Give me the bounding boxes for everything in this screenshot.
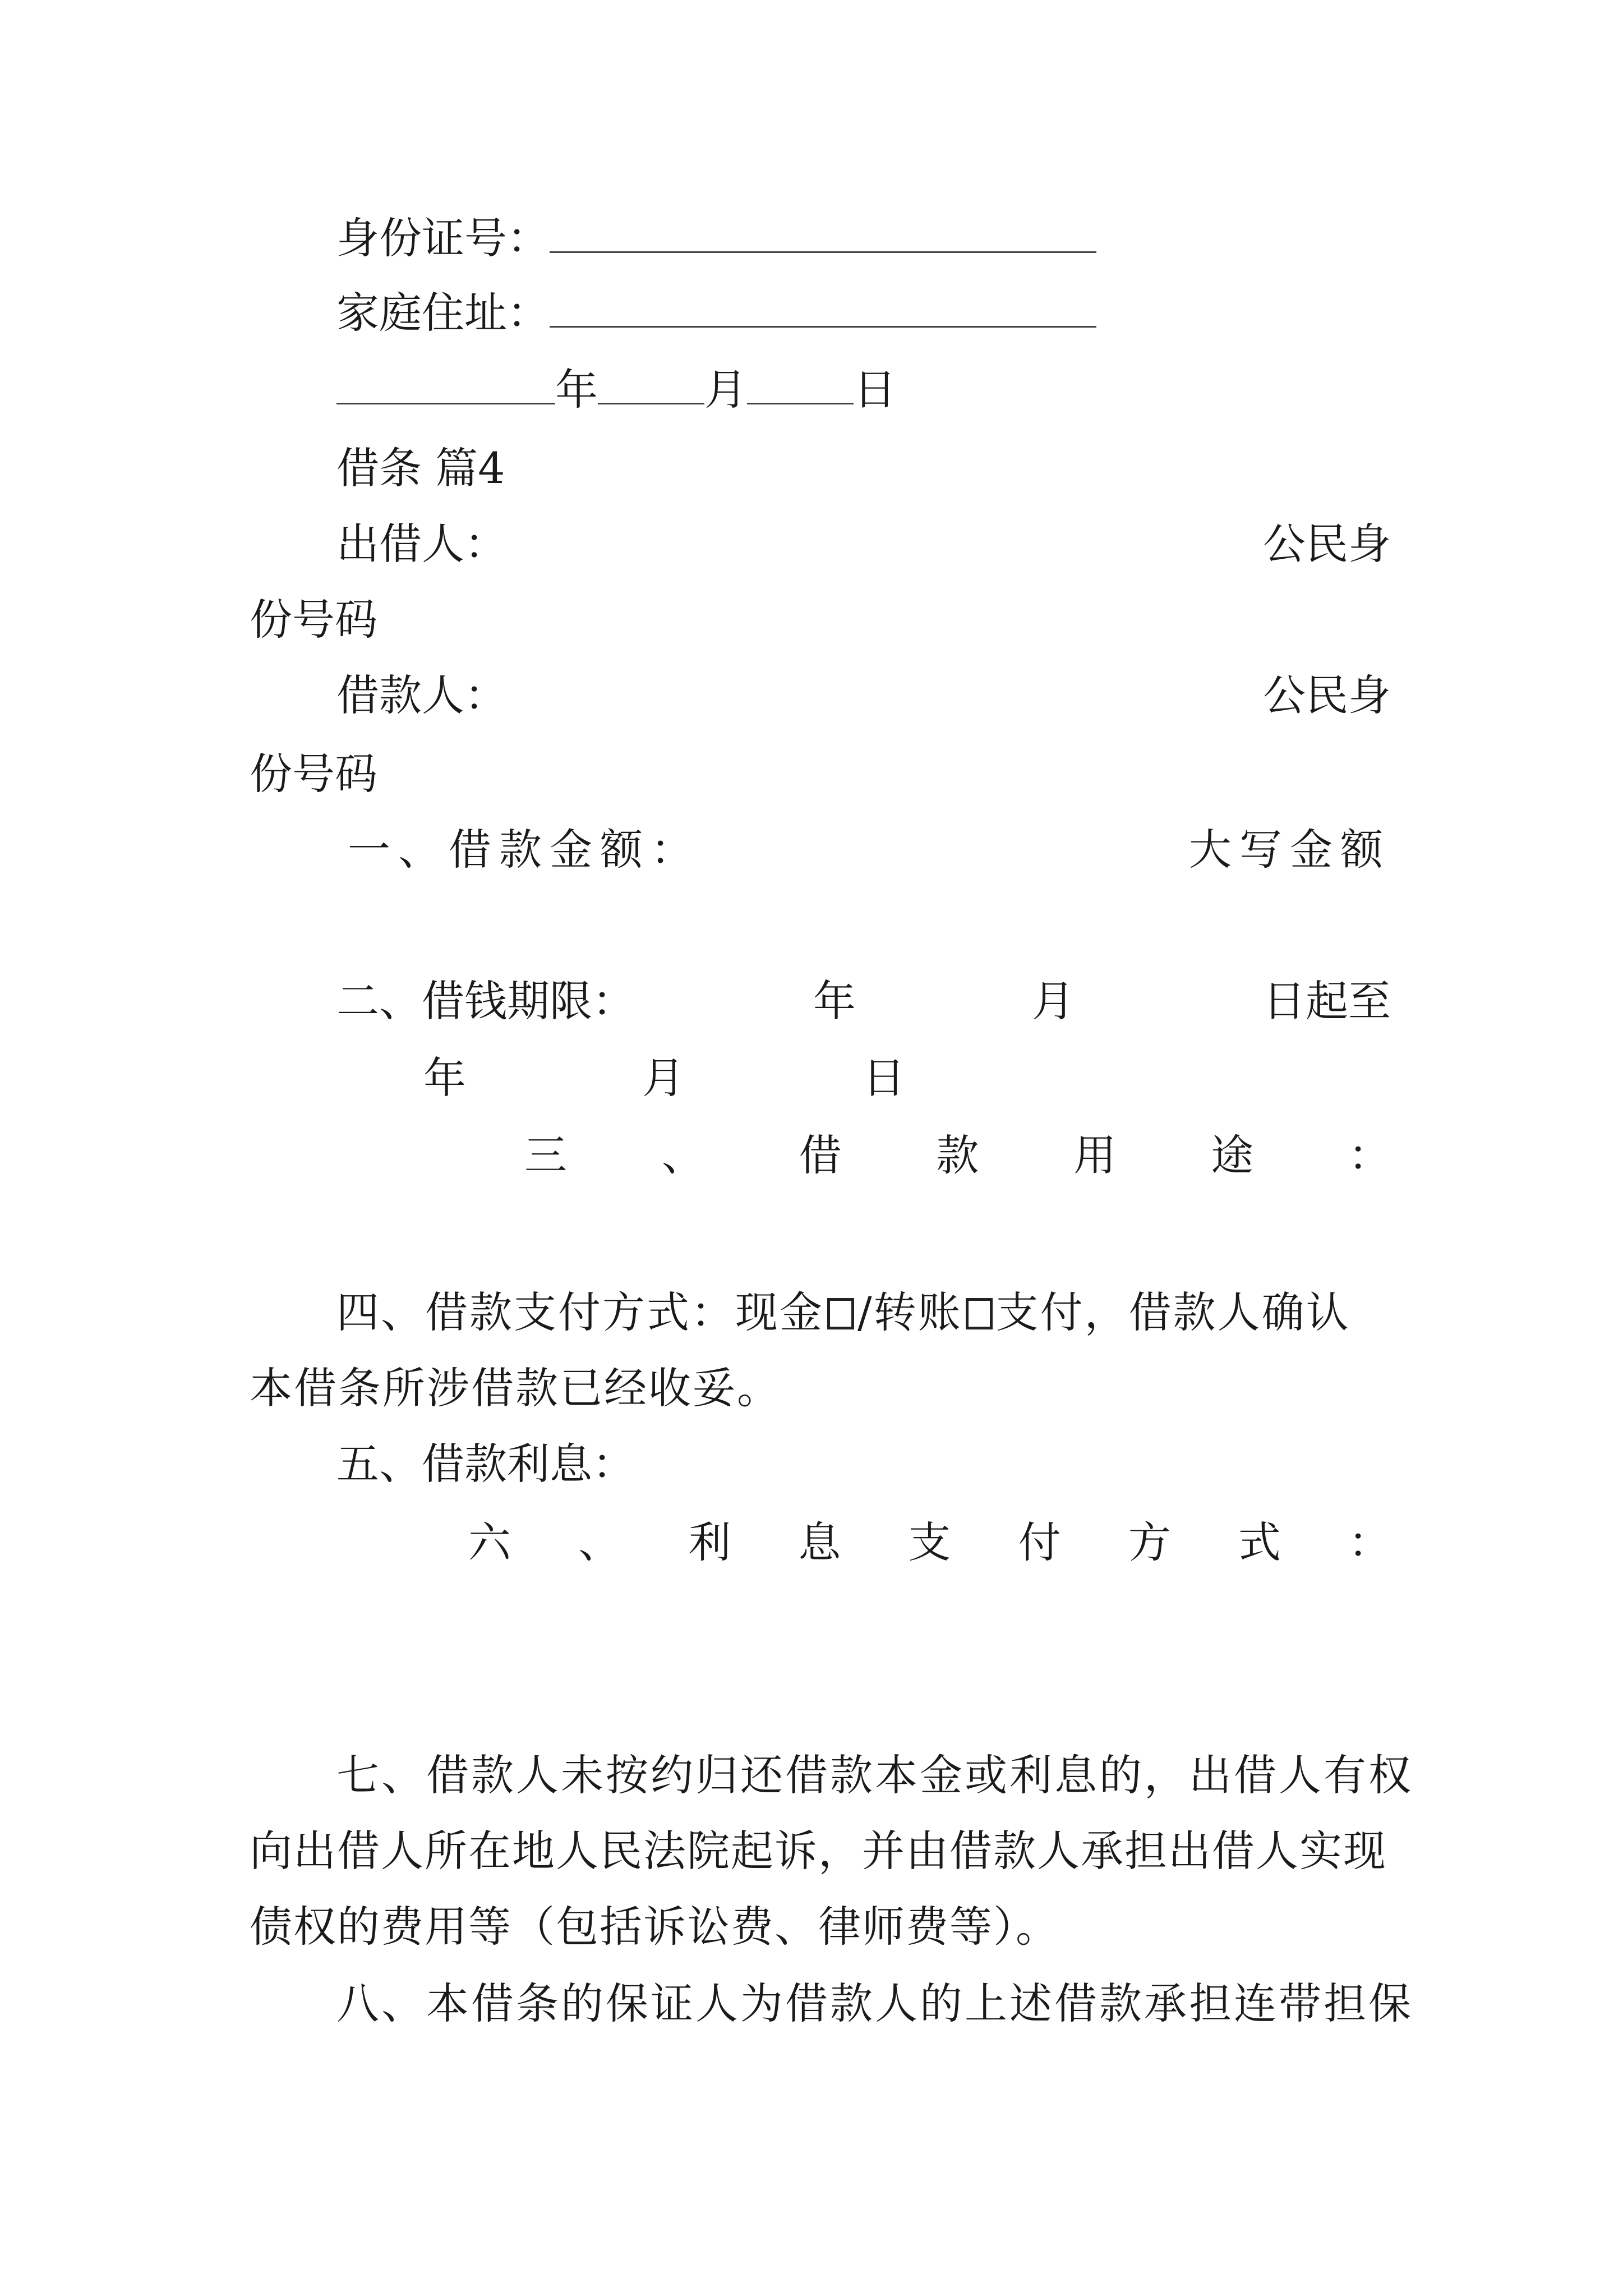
- lender-line: [336, 516, 1391, 572]
- interest-pay-char: 付: [1018, 1517, 1061, 1567]
- date-year-blank: [336, 362, 555, 404]
- purpose-char: 三: [524, 1130, 567, 1180]
- purpose-char: 借: [799, 1130, 842, 1180]
- section-title: 借条 篇4: [336, 443, 505, 493]
- date-month-label: 月: [704, 365, 747, 415]
- term-year: 年: [813, 976, 856, 1026]
- interest-pay-char: 式: [1238, 1517, 1281, 1567]
- term-line: [336, 973, 1391, 1029]
- id-number-label: 身份证号：: [336, 213, 550, 263]
- borrower-line: [336, 668, 1391, 724]
- term-day-2: 日: [863, 1053, 905, 1103]
- date-day-blank: [747, 362, 854, 404]
- interest-pay-char: 六: [468, 1517, 511, 1567]
- amount-caps-label: 大写金额: [1189, 825, 1391, 875]
- interest-pay-char: 、: [578, 1517, 621, 1567]
- lender-label: 出借人：: [336, 519, 507, 569]
- term-year-2: 年: [423, 1053, 466, 1103]
- breach-line-3: 债权的费用等（包括诉讼费、律师费等）。: [250, 1902, 1059, 1952]
- date-month-blank: [598, 362, 704, 404]
- payment-text-a: 四、借款支付方式：现金: [336, 1287, 824, 1337]
- amount-label: 一、借款金额：: [348, 825, 701, 875]
- interest-pay-char: ：: [1348, 1517, 1391, 1567]
- term-from: 日起至: [1263, 976, 1391, 1026]
- transfer-checkbox[interactable]: [966, 1298, 993, 1329]
- id-number-line: [336, 210, 1096, 266]
- payment-text-b: /转账: [857, 1287, 962, 1337]
- date-line: [336, 362, 896, 418]
- interest-pay-char: 方: [1128, 1517, 1171, 1567]
- term-label: 二、借钱期限：: [336, 976, 635, 1026]
- payment-line-2: 本借条所涉借款已经收妥。: [250, 1363, 781, 1413]
- id-number-blank: [550, 211, 1096, 253]
- amount-line: [348, 822, 1391, 878]
- lender-id-label: 公民身: [1263, 519, 1391, 569]
- purpose-char: 用: [1073, 1130, 1117, 1180]
- date-year-label: 年: [555, 365, 598, 415]
- borrower-id-label: 公民身: [1263, 670, 1391, 720]
- purpose-char: 款: [936, 1130, 979, 1180]
- address-label: 家庭住址：: [336, 288, 550, 338]
- payment-line-1: [336, 1285, 1350, 1341]
- lender-id-wrap: 份号码: [250, 595, 377, 645]
- borrower-id-wrap: 份号码: [250, 749, 377, 799]
- interest-line: 五、借款利息：: [336, 1439, 635, 1489]
- breach-line-2: 向出借人所在地人民法院起诉，并由借款人承担出借人实现: [250, 1826, 1387, 1876]
- address-blank: [550, 286, 1096, 328]
- interest-pay-char: 息: [798, 1517, 841, 1567]
- interest-payment-line: [468, 1515, 1391, 1571]
- interest-pay-char: 利: [688, 1517, 731, 1567]
- term-month: 月: [1032, 976, 1075, 1026]
- cash-checkbox[interactable]: [827, 1298, 854, 1329]
- interest-pay-char: 支: [908, 1517, 951, 1567]
- purpose-char: 、: [661, 1130, 704, 1180]
- payment-text-c: 支付，借款人确认: [995, 1287, 1350, 1337]
- guarantee-line-1: 八、本借条的保证人为借款人的上述借款承担连带担保: [336, 1978, 1413, 2028]
- address-line: [336, 285, 1096, 341]
- borrower-label: 借款人：: [336, 670, 507, 720]
- term-month-2: 月: [642, 1053, 685, 1103]
- purpose-char: 途: [1211, 1130, 1254, 1180]
- breach-line-1: 七、借款人未按约归还借款本金或利息的，出借人有权: [336, 1750, 1413, 1800]
- purpose-char: ：: [1348, 1130, 1391, 1180]
- purpose-line: [524, 1128, 1391, 1184]
- date-day-label: 日: [854, 365, 896, 415]
